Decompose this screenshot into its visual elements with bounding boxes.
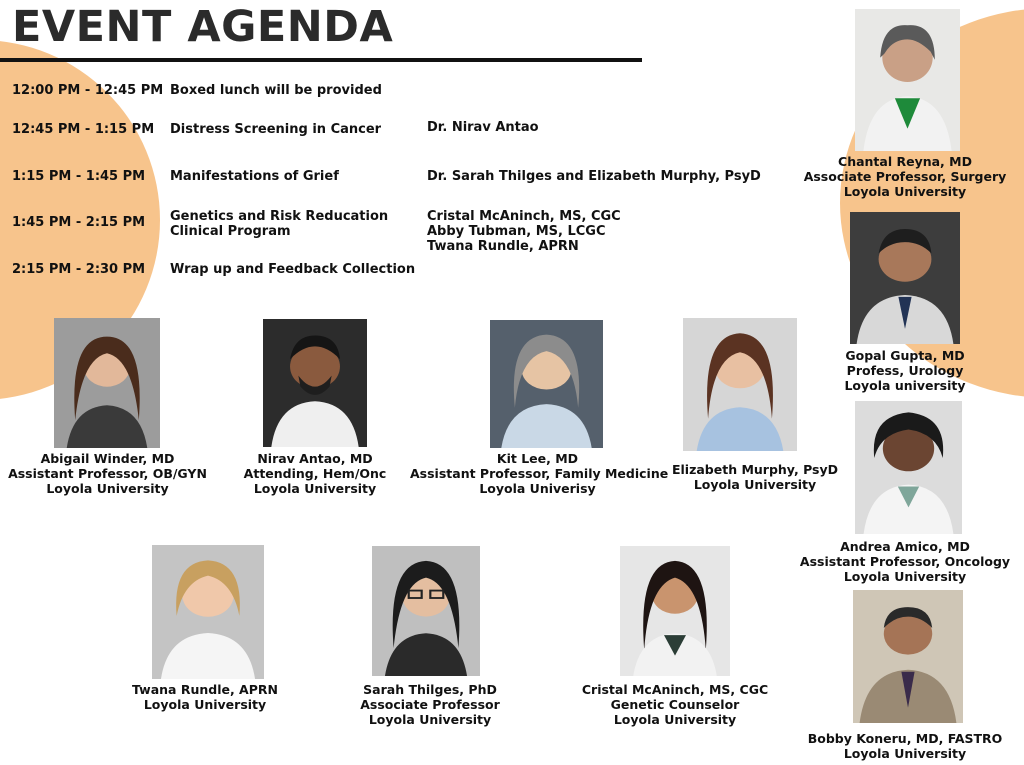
agenda-speakers: Dr. Sarah Thilges and Elizabeth Murphy, PsyD xyxy=(427,169,761,184)
agenda-time: 1:15 PM - 1:45 PM xyxy=(12,169,146,184)
speaker-photo xyxy=(152,545,264,679)
speaker-photo xyxy=(850,212,960,344)
speaker-caption: Andrea Amico, MD Assistant Professor, Oncology Loyola University xyxy=(799,539,1011,584)
speaker-caption: Abigail Winder, MD Assistant Professor, OB/GYN Loyola University xyxy=(8,451,207,496)
page-title: EVENT AGENDA xyxy=(12,2,394,52)
speaker-photo xyxy=(490,320,603,448)
speaker-photo xyxy=(855,401,962,534)
speaker-photo xyxy=(263,319,367,447)
speaker-caption: Bobby Koneru, MD, FASTRO Loyola University xyxy=(807,731,1003,761)
speaker-caption: Gopal Gupta, MD Profess, Urology Loyola university xyxy=(844,348,966,393)
title-underline xyxy=(0,58,642,62)
agenda-speakers: Dr. Nirav Antao xyxy=(427,120,539,135)
agenda-time: 1:45 PM - 2:15 PM xyxy=(12,215,146,230)
speaker-caption: Sarah Thilges, PhD Associate Professor Loyola University xyxy=(360,682,500,727)
agenda-session: Manifestations of Grief xyxy=(170,169,339,184)
speaker-photo xyxy=(683,318,797,451)
speaker-photo xyxy=(620,546,730,676)
agenda-session: Boxed lunch will be provided xyxy=(170,83,382,98)
speaker-photo xyxy=(853,590,963,723)
agenda-session: Genetics and Risk Reducation Clinical Program xyxy=(170,209,389,239)
agenda-speakers: Cristal McAninch, MS, CGC Abby Tubman, MS, LCGC Twana Rundle, APRN xyxy=(427,209,621,254)
speaker-caption: Cristal McAninch, MS, CGC Genetic Counselor Loyola University xyxy=(581,682,769,727)
speaker-photo xyxy=(855,9,960,151)
agenda-session: Wrap up and Feedback Collection xyxy=(170,262,416,277)
agenda-session: Distress Screening in Cancer xyxy=(170,122,382,137)
agenda-time: 12:00 PM - 12:45 PM xyxy=(12,83,164,98)
speaker-caption: Chantal Reyna, MD Associate Professor, Surgery Loyola University xyxy=(803,154,1007,199)
speaker-caption: Elizabeth Murphy, PsyD Loyola University xyxy=(671,462,838,492)
speaker-caption: Nirav Antao, MD Attending, Hem/Onc Loyola University xyxy=(243,451,387,496)
speaker-caption: Kit Lee, MD Assistant Professor, Family Medicine Loyola Univerisy xyxy=(410,451,669,496)
agenda-time: 12:45 PM - 1:15 PM xyxy=(12,122,155,137)
speaker-caption: Twana Rundle, APRN Loyola University xyxy=(132,682,278,712)
speaker-photo xyxy=(372,546,480,676)
agenda-time: 2:15 PM - 2:30 PM xyxy=(12,262,146,277)
speaker-photo xyxy=(54,318,160,448)
